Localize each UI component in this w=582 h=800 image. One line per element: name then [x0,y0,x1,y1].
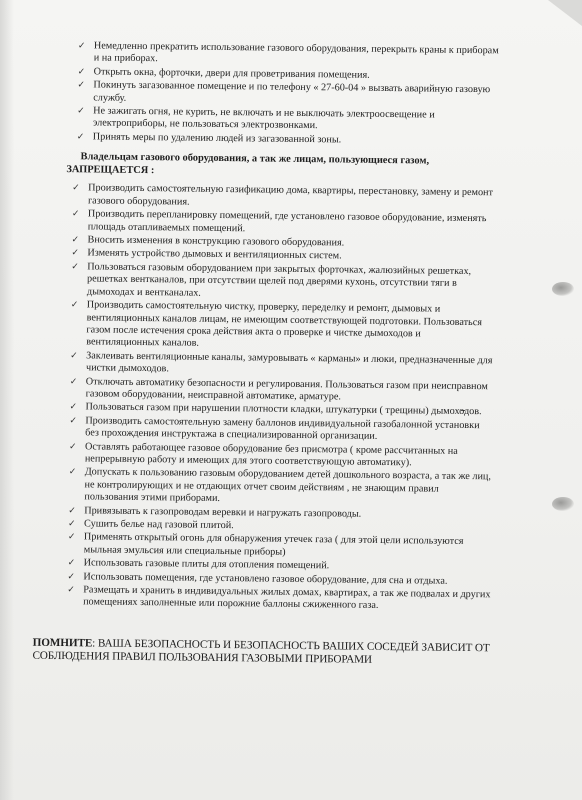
page-corner-fold [548,0,582,26]
list-item-text: Пользоваться газом при нарушении плотности кладки, штукатурки ( трещины) дымоходов. [85,401,482,418]
prohibited-list [53,182,498,614]
checkmark-icon: ✓ [77,67,86,78]
list-item-text: Пользоваться газовым оборудованием при закрытых форточках, жалюзийных решетках, решетках вентканалов, при отсутствии щелей под дверями кухонь, отсутствии тяги в дымоходах и вентканалах. [86,261,472,299]
list-item-text: Использовать газовые плиты для отопления помещений. [83,557,330,572]
list-item [54,466,494,509]
checkmark-icon: ✓ [72,183,80,194]
prohibited-heading-line2: ЗАПРЕЩАЕТСЯ : [66,163,155,177]
checkmark-icon: ✓ [71,262,79,273]
list-item-text: Производить самостоятельную замену баллонов индивидуальной газобалонной установки без прохождения инструктажа в специализированной организации. [85,415,480,443]
checkmark-icon: ✓ [71,235,80,246]
list-item-text: Не зажигать огня, не курить, не включать и не выключать электроосвещение и электроприборы, не пользоваться электрозвонками. [92,105,435,132]
page-edge-shadow [0,0,14,800]
checkmark-icon: ✓ [68,441,77,452]
list-item-text: Производить самостоятельную газификацию дома, квартиры, перестановку, замену и ремонт газового оборудования. [87,182,494,208]
checkmark-icon: ✓ [69,376,78,387]
list-item-text: Покинуть загазованное помещение и по телефону « 27-60-04 » вызвать аварийную газовую службу. [93,79,491,104]
checkmark-icon: ✓ [69,415,77,426]
list-item-text: Сушить белье над газовой плитой. [84,518,234,532]
immediate-actions-list [59,40,500,149]
punch-hole-upper [552,282,574,296]
list-item-text: Привязывать к газопроводам веревки и нагружать газопроводы. [84,504,362,520]
checkmark-icon: ✓ [67,558,76,569]
list-item-text: Открыть окна, форточки, двери для проветривания помещения. [93,66,370,81]
footer-warning-text: : ВАША БЕЗОПАСНОСТЬ И БЕЗОПАСНОСТЬ ВАШИХ СОСЕДЕЙ ЗАВИСИТ ОТ СОБЛЮДЕНИЯ ПРАВИЛ ПОЛЬЗОВАНИЯ ГАЗОВЫМИ ПРИБОРАМИ [32,637,490,667]
list-item [57,261,497,304]
checkmark-icon: ✓ [69,402,78,413]
checkmark-icon: ✓ [76,132,85,143]
checkmark-icon: ✓ [71,209,80,220]
list-item-text: Допускать к пользованию газовым оборудованием детей дошкольного возраста, а так же лиц, не контролирующих и не отдающих отчет своим действиям , не знающим правил пользования этими приборами. [84,466,491,505]
checkmark-icon: ✓ [67,585,75,596]
document-content [32,40,500,669]
checkmark-icon: ✓ [70,350,78,361]
prohibited-heading-line1: Владельцам газового оборудования, а так же лицам, пользующиеся газом, [80,151,430,167]
checkmark-icon: ✓ [77,106,85,117]
list-item-text: Отключать автоматику безопасности и регулирования. Пользоваться газом при неисправном газовом оборудовании, неисправной автоматике, арматуре. [85,375,488,403]
list-item-text: Принять меры по удалению людей из загазованной зоны. [92,131,342,146]
list-item-text: Производить самостоятельную чистку, проверку, переделку и ремонт, дымовых и вентиляционных каналов лицам, не имеющим соответствующей подготовки. Пользоваться газом после истечения срока действия акта о проверке и чистке дымоходов и вентиляционных каналов. [86,299,483,350]
list-item [53,584,493,614]
checkmark-icon: ✓ [70,300,79,311]
list-item-text: Заклеивать вентиляционные каналы, замуровывать « карманы» и люки, предназначенные для чистки дымоходов. [85,350,493,375]
prohibited-heading [58,151,498,182]
punch-hole-lower [552,497,574,511]
checkmark-icon: ✓ [68,519,76,530]
list-item-text: Вносить изменения в конструкцию газового оборудования. [87,234,345,249]
checkmark-icon: ✓ [77,41,86,52]
list-item-text: Оставлять работающее газовое оборудование без присмотра ( кроме рассчитанных на непрерывную работу и имеющих для этого соответствующую автоматику). [84,440,458,469]
checkmark-icon: ✓ [77,80,86,91]
list-item-text: Немедленно прекратить использование газового оборудования, перекрыть краны к приборам и на приборах. [93,40,499,65]
checkmark-icon: ✓ [68,505,76,516]
list-item-text: Производить перепланировку помещений, где установлено газовое оборудование, изменять площадь отапливаемых помещений. [87,208,487,234]
list-item-text: Применять открытый огонь для обнаружения утечек газа ( для этой цели используются мыльная эмульсия или специальные приборы) [83,531,464,558]
footer-warning [32,637,492,669]
checkmark-icon: ✓ [68,467,77,478]
list-item [56,299,497,354]
list-item-text: Размещать и хранить в индивидуальных жилых домах, квартирах, а так же подвалах и других помещениях заполненные или порожние баллоны сжиженного газа. [83,584,491,612]
checkmark-icon: ✓ [71,248,79,259]
checkmark-icon: ✓ [67,571,76,582]
footer-warning-lead: ПОМНИТЕ [32,636,93,650]
checkmark-icon: ✓ [67,532,76,543]
list-item-text: Изменять устройство дымовых и вентиляционных систем. [87,247,342,262]
list-item-text: Использовать помещения, где установлено газовое оборудование, для сна и отдыха. [83,570,448,587]
